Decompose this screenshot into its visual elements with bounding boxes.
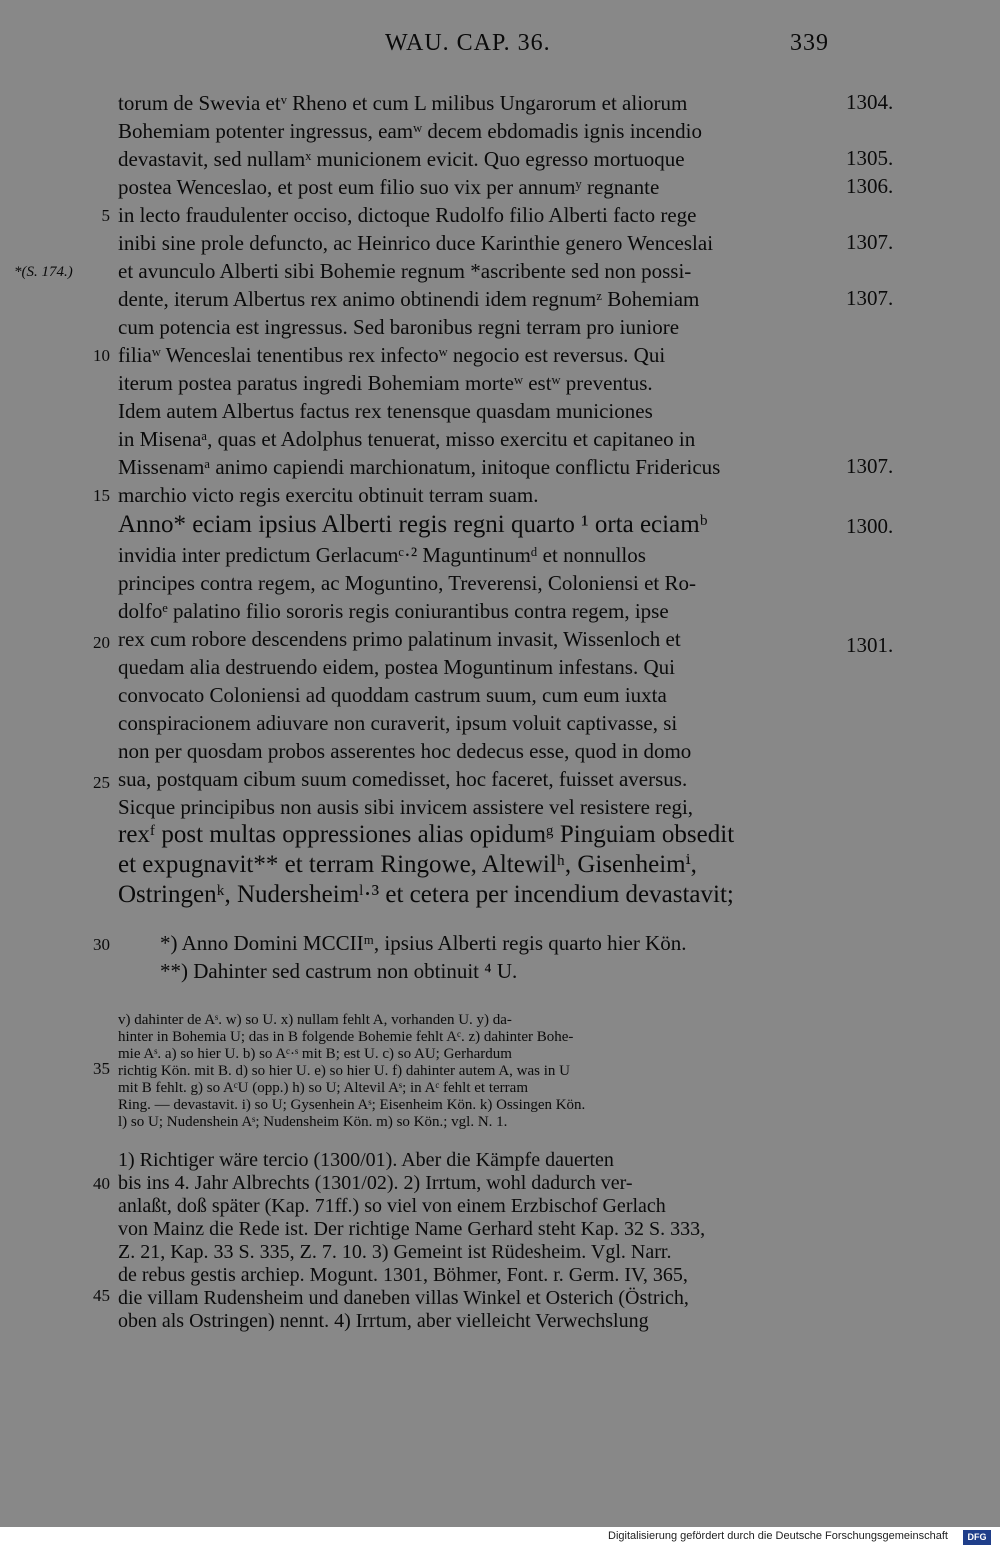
running-title: WAU. CAP. 36. xyxy=(385,30,551,56)
text-line: et avunculo Alberti sibi Bohemie regnum *ascribente sed non possi- xyxy=(118,259,692,283)
footer-bar xyxy=(0,1527,1000,1548)
asterisk-note: *) Anno Domini MCCIIᵐ, ipsius Alberti regis quarto hier Kön. xyxy=(160,931,687,955)
commentary-line: Z. 21, Kap. 33 S. 335, Z. 7. 10. 3) Gemeint ist Rüdesheim. Vgl. Narr. xyxy=(118,1241,672,1263)
line-number: 40 xyxy=(93,1174,110,1193)
margin-year: 1307. xyxy=(846,454,894,478)
margin-year: 1304. xyxy=(846,90,894,114)
text-line: quedam alia destruendo eidem, postea Moguntinum infestans. Qui xyxy=(118,655,675,679)
dfg-logo: DFG xyxy=(963,1530,991,1545)
commentary-line: bis ins 4. Jahr Albrechts (1301/02). 2) Irrtum, wohl dadurch ver- xyxy=(118,1172,633,1194)
text-line: Bohemiam potenter ingressus, eamʷ decem ebdomadis ignis incendio xyxy=(118,119,703,143)
apparatus-line: mit B fehlt. g) so AᶜU (opp.) h) so U; Altevil Aˢ; in Aᶜ fehlt et terram xyxy=(118,1080,528,1096)
text-line: rex cum robore descendens primo palatinum invasit, Wissenloch et xyxy=(118,627,681,651)
line-number: 10 xyxy=(93,346,110,365)
line-number: 35 xyxy=(93,1059,110,1078)
text-line: iterum postea paratus ingredi Bohemiam morteʷ estʷ preventus. xyxy=(118,371,653,395)
text-line: dolfoᵉ palatino filio sororis regis coniurantibus contra regem, ipse xyxy=(118,599,669,623)
line-number: 15 xyxy=(93,486,110,505)
text-line: cum potencia est ingressus. Sed baronibus regni terram pro iuniore xyxy=(118,315,680,339)
text-line: rexᶠ post multas oppressiones alias opidumᵍ Pinguiam obsedit xyxy=(118,821,735,848)
page-reference: *(S. 174.) xyxy=(14,264,73,280)
apparatus-line: Ring. — devastavit. i) so U; Gysenhein Aˢ; Eisenheim Kön. k) Ossingen Kön. xyxy=(118,1097,586,1113)
text-line: non per quosdam probos asserentes hoc dedecus esse, quod in domo xyxy=(118,739,692,763)
line-number: 25 xyxy=(93,773,110,792)
commentary-line: von Mainz die Rede ist. Der richtige Name Gerhard steht Kap. 32 S. 333, xyxy=(118,1218,706,1240)
text-line: Idem autem Albertus factus rex tenensque quasdam municiones xyxy=(118,399,653,423)
text-line: torum de Swevia etᵛ Rheno et cum L milibus Ungarorum et aliorum xyxy=(118,91,688,115)
text-line: inibi sine prole defuncto, ac Heinrico duce Karinthie genero Wenceslai xyxy=(118,231,714,255)
commentary-line: die villam Rudensheim und daneben villas Winkel et Osterich (Östrich, xyxy=(118,1287,689,1309)
margin-year: 1300. xyxy=(846,514,894,538)
commentary-line: oben als Ostringen) nennt. 4) Irrtum, aber vielleicht Verwechslung xyxy=(118,1310,649,1332)
margin-year: 1307. xyxy=(846,230,894,254)
line-number: 20 xyxy=(93,633,110,652)
line-number: 45 xyxy=(93,1286,110,1305)
apparatus-line: hinter in Bohemia U; das in B folgende Bohemie fehlt Aᶜ. z) dahinter Bohe- xyxy=(118,1029,574,1045)
apparatus-line: mie Aˢ. a) so hier U. b) so Aᶜ·ˢ mit B; est U. c) so AU; Gerhardum xyxy=(118,1046,512,1062)
text-line: devastavit, sed nullamˣ municionem evicit. Quo egresso mortuoque xyxy=(118,147,685,171)
margin-year: 1306. xyxy=(846,174,894,198)
commentary-line: anlaßt, doß später (Kap. 71ff.) so viel von einem Erzbischof Gerlach xyxy=(118,1195,666,1217)
text-line: convocato Coloniensi ad quoddam castrum suum, cum eum iuxta xyxy=(118,683,667,707)
text-line: marchio victo regis exercitu obtinuit terram suam. xyxy=(118,483,539,507)
text-line: in lecto fraudulenter occiso, dictoque Rudolfo filio Alberti facto rege xyxy=(118,203,697,227)
text-line: principes contra regem, ac Moguntino, Treverensi, Coloniensi et Ro- xyxy=(118,571,696,595)
text-line: Ostringenᵏ, Nudersheimˡ·³ et cetera per incendium devastavit; xyxy=(118,881,734,908)
text-line: Sicque principibus non ausis sibi invicem assistere vel resistere regi, xyxy=(118,795,694,819)
apparatus-line: v) dahinter de Aˢ. w) so U. x) nullam fehlt A, vorhanden U. y) da- xyxy=(118,1012,512,1028)
funding-credit: Digitalisierung gefördert durch die Deutsche Forschungsgemeinschaft xyxy=(608,1530,948,1542)
apparatus-line: richtig Kön. mit B. d) so hier U. e) so hier U. f) dahinter autem A, was in U xyxy=(118,1063,570,1079)
text-line: Anno* eciam ipsius Alberti regis regni quarto ¹ orta eciamᵇ xyxy=(118,511,708,538)
commentary-line: de rebus gestis archiep. Mogunt. 1301, Böhmer, Font. r. Germ. IV, 365, xyxy=(118,1264,688,1286)
asterisk-note: **) Dahinter sed castrum non obtinuit ⁴ U. xyxy=(160,959,518,983)
line-number: 5 xyxy=(101,206,110,225)
apparatus-line: l) so U; Nudenshein Aˢ; Nudensheim Kön. m) so Kön.; vgl. N. 1. xyxy=(118,1114,508,1130)
text-line: filiaʷ Wenceslai tenentibus rex infectoʷ negocio est reversus. Qui xyxy=(118,343,666,367)
text-line: Missenamᵃ animo capiendi marchionatum, initoque conflictu Fridericus xyxy=(118,455,721,479)
text-line: sua, postquam cibum suum comedisset, hoc faceret, fuisset aversus. xyxy=(118,767,688,791)
text-line: dente, iterum Albertus rex animo obtinendi idem regnumᶻ Bohemiam xyxy=(118,287,700,311)
text-line: in Misenaᵃ, quas et Adolphus tenuerat, misso exercitu et capitaneo in xyxy=(118,427,696,451)
text-line: invidia inter predictum Gerlacumᶜ·² Maguntinumᵈ et nonnullos xyxy=(118,543,646,567)
text-line: conspiracionem adiuvare non curaverit, ipsum voluit captivasse, si xyxy=(118,711,678,735)
text-line: et expugnavit** et terram Ringowe, Altewilʰ, Gisenheimⁱ, xyxy=(118,851,697,878)
text-line: postea Wenceslao, et post eum filio suo vix per annumʸ regnante xyxy=(118,175,660,199)
margin-year: 1305. xyxy=(846,146,894,170)
margin-year: 1301. xyxy=(846,633,894,657)
commentary-line: 1) Richtiger wäre tercio (1300/01). Aber die Kämpfe dauerten xyxy=(118,1149,614,1171)
page-number: 339 xyxy=(790,30,829,56)
line-number: 30 xyxy=(93,935,110,954)
margin-year: 1307. xyxy=(846,286,894,310)
